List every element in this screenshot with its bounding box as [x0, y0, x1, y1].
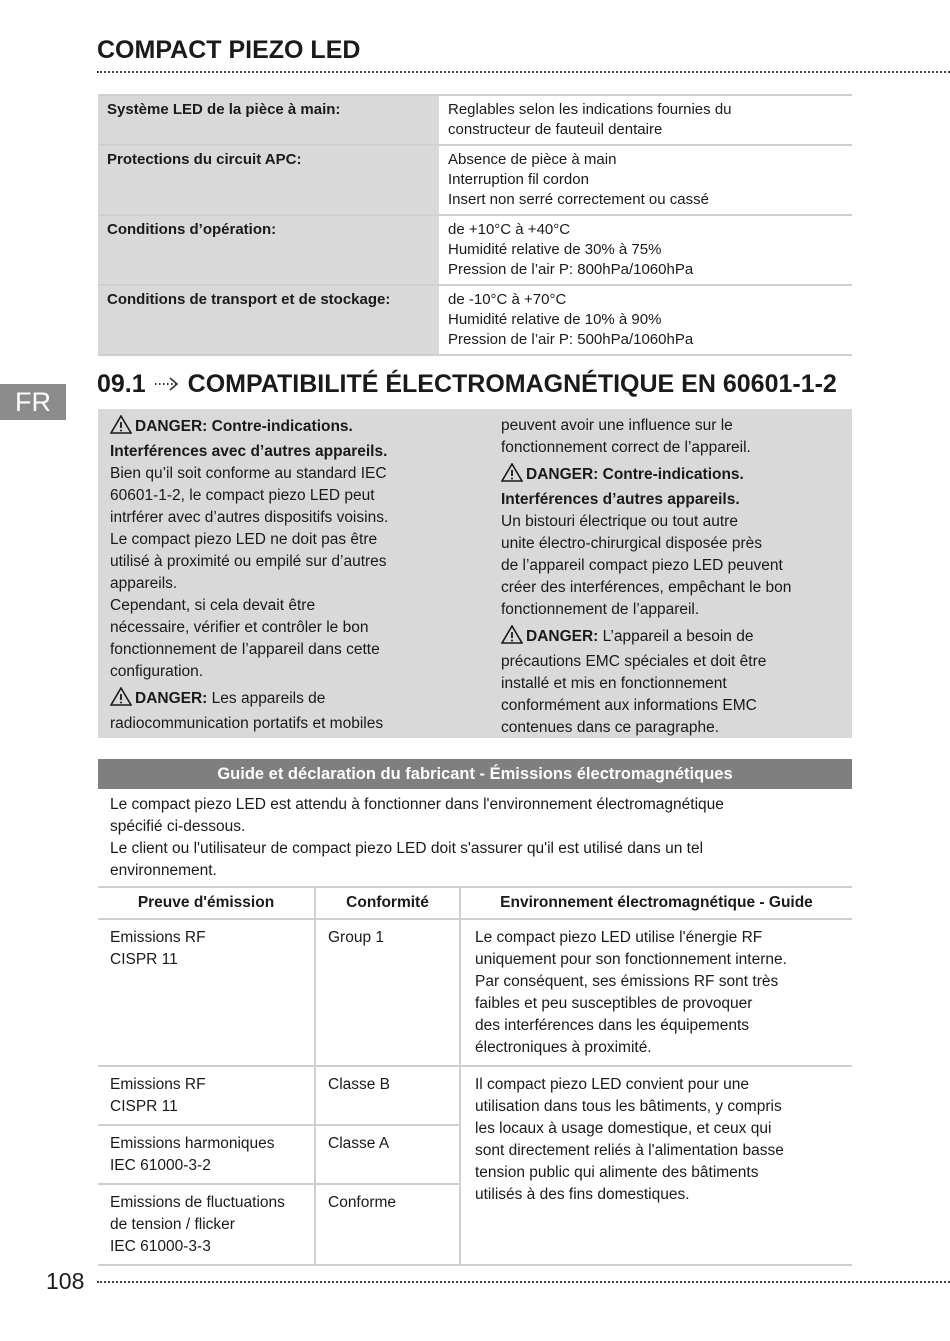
spec-value: Reglables selon les indications fournies du constructeur de fauteuil dentaire — [439, 95, 852, 145]
spec-key: Conditions de transport et de stockage: — [98, 285, 439, 355]
table-row — [98, 1066, 852, 1125]
compliance-cell: Group 1 — [315, 919, 460, 1066]
danger-box — [98, 409, 852, 738]
emissions-band-title: Guide et déclaration du fabricant - Émissions électromagnétiques — [98, 759, 852, 789]
danger-paragraph: DANGER: Contre-indications. Interférences avec d’autres appareils. Bien qu’il soit conforme au standard IEC 60601-1-2, le compact piezo LED peut intrférer avec d’autres dispositifs voisins. Le compact piezo LED ne doit pas être utilisé à proximité ou empilé sur d’autres appareils. Cependant, si cela devait être nécessaire, vérifier et contrôler le bon fonctionnement de l’appareil dans cette configuration. — [110, 415, 480, 683]
danger-paragraph: peuvent avoir une influence sur le fonctionnement correct de l’appareil. — [501, 417, 751, 456]
guide-cell: Le compact piezo LED utilise l'énergie RF uniquement pour son fonctionnement interne. Par conséquent, ses émissions RF sont très faibles et peu susceptibles de provoquer des interférences dans les équipements électroniques à proximité. — [460, 919, 852, 1066]
section-number: 09.1 — [97, 370, 146, 398]
emission-test-cell: Emissions RF CISPR 11 — [98, 1066, 315, 1125]
danger-column-left — [110, 415, 480, 739]
column-header: Environnement électromagnétique - Guide — [460, 887, 852, 919]
spec-key: Protections du circuit APC: — [98, 145, 439, 215]
emission-test-cell: Emissions harmoniques IEC 61000-3-2 — [98, 1125, 315, 1184]
spec-value: Absence de pièce à main Interruption fil cordon Insert non serré correctement ou cassé — [439, 145, 852, 215]
spec-row — [98, 215, 852, 285]
spec-key: Conditions d’opération: — [98, 215, 439, 285]
spec-value: de +10°C à +40°C Humidité relative de 30% à 75% Pression de l’air P: 800hPa/1060hPa — [439, 215, 852, 285]
spec-row — [98, 95, 852, 145]
danger-column-right — [501, 415, 846, 743]
spec-key: Système LED de la pièce à main: — [98, 95, 439, 145]
page-number: 108 — [46, 1268, 85, 1294]
danger-paragraph: DANGER: Contre-indications. Interférences d’autres appareils. Un bistouri électrique ou tout autre unite électro-chirurgical disposée près de l’appareil compact piezo LED peuvent créer des interférences, empêchant le bon fonctionnement de l’appareil. — [501, 463, 846, 621]
spec-row — [98, 145, 852, 215]
warning-triangle-icon — [110, 687, 132, 713]
guide-cell: Il compact piezo LED convient pour une utilisation dans tous les bâtiments, y compris les locaux à usage domestique, et ceux qui sont directement reliés à l'alimentation basse tension public qui alimente des bâtiments utilisés à des fins domestiques. — [460, 1066, 852, 1265]
emission-test-cell: Emissions de fluctuations de tension / flicker IEC 61000-3-3 — [98, 1184, 315, 1265]
spec-table — [98, 94, 852, 356]
spec-value: de -10°C à +70°C Humidité relative de 10% à 90% Pression de l’air P: 500hPa/1060hPa — [439, 285, 852, 355]
dotted-arrow-icon — [154, 372, 180, 398]
warning-triangle-icon — [110, 415, 132, 441]
danger-paragraph: DANGER: Les appareils de radiocommunication portatifs et mobiles — [110, 687, 480, 735]
emission-test-cell: Emissions RF CISPR 11 — [98, 919, 315, 1066]
warning-triangle-icon — [501, 463, 523, 489]
page-title: COMPACT PIEZO LED — [97, 36, 361, 64]
language-tab: FR — [0, 384, 66, 420]
compliance-cell: Conforme — [315, 1184, 460, 1265]
table-row — [98, 919, 852, 1066]
compliance-cell: Classe A — [315, 1125, 460, 1184]
section-title: COMPATIBILITÉ ÉLECTROMAGNÉTIQUE EN 60601-1-2 — [187, 370, 837, 398]
emissions-table — [98, 886, 852, 1266]
emissions-intro: Le compact piezo LED est attendu à fonctionner dans l'environnement électromagnétique spécifié ci-dessous. Le client ou l'utilisateur de compact piezo LED doit s'assurer qu'il est utilisé dans un tel environnement. — [110, 796, 724, 879]
section-heading — [97, 370, 837, 399]
warning-triangle-icon — [501, 625, 523, 651]
header-dotted-rule — [97, 71, 950, 73]
table-header-row — [98, 887, 852, 919]
footer-dotted-rule — [97, 1281, 950, 1283]
compliance-cell: Classe B — [315, 1066, 460, 1125]
spec-row — [98, 285, 852, 355]
danger-paragraph: DANGER: L’appareil a besoin de précautions EMC spéciales et doit être installé et mis en fonctionnement conformément aux informations EMC contenues dans ce paragraphe. — [501, 625, 846, 739]
column-header: Preuve d'émission — [98, 887, 315, 919]
column-header: Conformité — [315, 887, 460, 919]
